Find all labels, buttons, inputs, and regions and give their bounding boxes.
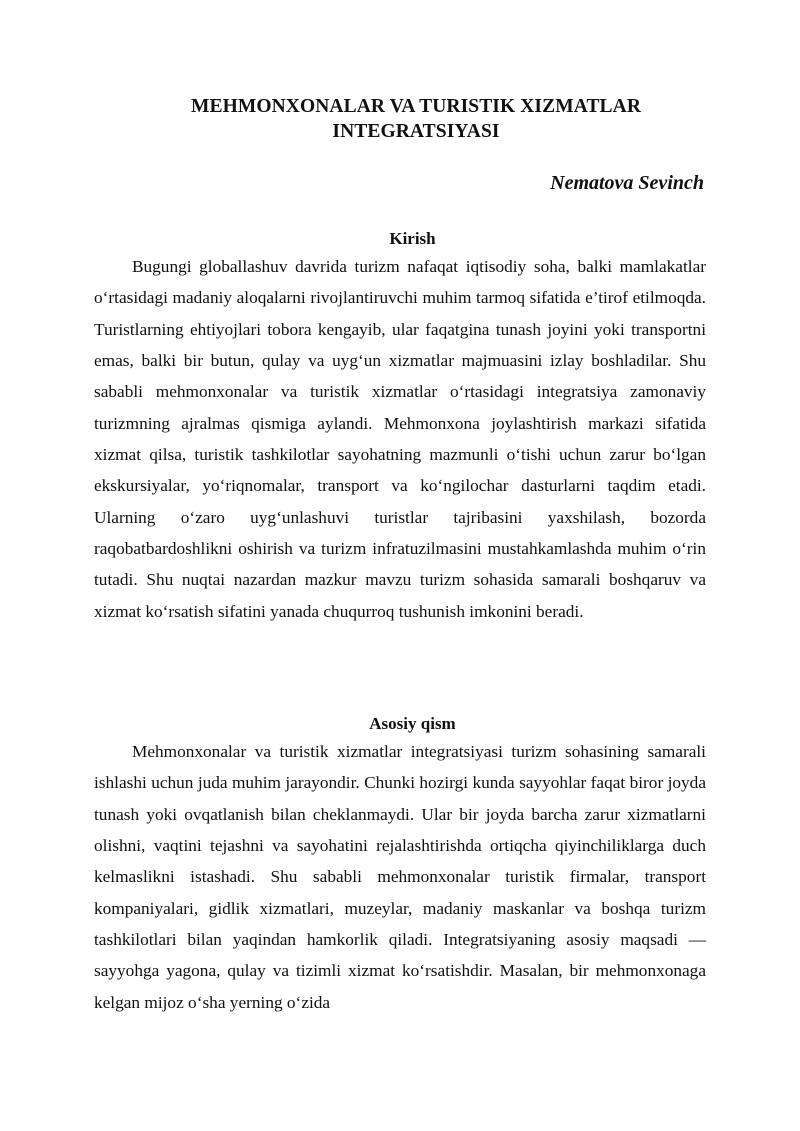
author-name: Nematova Sevinch	[550, 172, 704, 194]
document-title	[110, 94, 722, 144]
section-heading-introduction: Kirish	[389, 229, 436, 248]
introduction-paragraph: Bugungi globallashuv davrida turizm nafaqat iqtisodiy soha, balki mamlakatlar o‘rtasidagi madaniy aloqalarni rivojlantiruvchi muhim tarmoq sifatida e’tirof etilmoqda. Turistlarning ehtiyojlari tobora kengayib, ular faqatgina tunash joyini yoki transportni emas, balki bir butun, qulay va uyg‘un xizmatlar majmuasini izlay boshladilar. Shu sababli mehmonxonalar va turistik xizmatlar o‘rtasidagi integratsiya zamonaviy turizmning ajralmas qismiga aylandi. Mehmonxona joylashtirish markazi sifatida xizmat qilsa, turistik tashkilotlar sayohatning mazmunli o‘tishi uchun zarur bo‘lgan ekskursiyalar, yo‘riqnomalar, transport va ko‘ngilochar dasturlarni taqdim etadi. Ularning o‘zaro uyg‘unlashuvi turistlar tajribasini yaxshilash, bozorda raqobatbardoshlikni oshirish va turizm infratuzilmasini mustahkamlashda muhim o‘rin tutadi. Shu nuqtai nazardan mazkur mavzu turizm sohasida samarali boshqaruv va xizmat ko‘rsatish sifatini yanada chuqurroq tushunish imkonini beradi.	[94, 257, 706, 621]
title-line-1: MEHMONXONALAR VA TURISTIK XIZMATLAR	[190, 96, 642, 117]
section-heading-main-part: Asosiy qism	[369, 714, 456, 733]
title-line-2: INTEGRATSIYASI	[332, 121, 500, 142]
main-part-paragraph: Mehmonxonalar va turistik xizmatlar integratsiyasi turizm sohasining samarali ishlashi uchun juda muhim jarayondir. Chunki hozirgi kunda sayyohlar faqat biror joyda tunash yoki ovqatlanish bilan cheklanmaydi. Ular bir joyda barcha zarur xizmatlarni olishni, vaqtini tejashni va sayohatini rejalashtirishda ortiqcha qiyinchiliklarga duch kelmaslikni istashadi. Shu sababli mehmonxonalar turistik firmalar, transport kompaniyalari, gidlik xizmatlari, muzeylar, madaniy maskanlar va boshqa turizm tashkilotlari bilan yaqindan hamkorlik qiladi. Integratsiyaning asosiy maqsadi — sayyohga yagona, qulay va tizimli xizmat ko‘rsatishdir. Masalan, bir mehmonxonaga kelgan mijoz o‘sha yerning o‘zida	[94, 742, 706, 1012]
